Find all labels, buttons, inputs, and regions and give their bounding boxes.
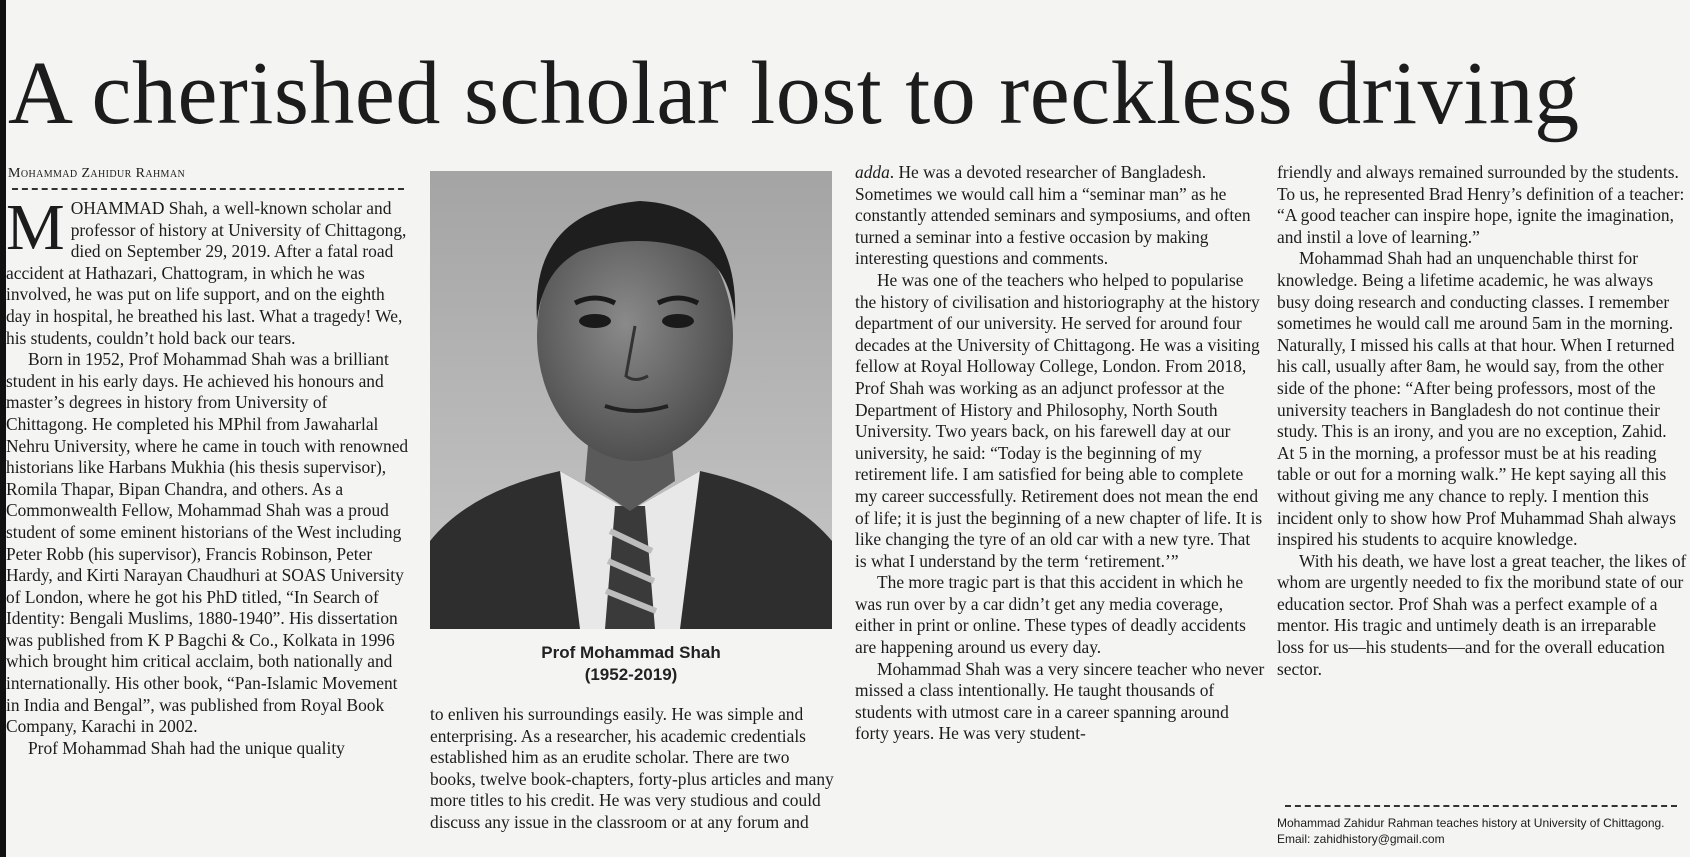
author-note: Mohammad Zahidur Rahman teaches history at University of Chittagong. Email: zahidhistory@gmail.com [1277, 816, 1665, 846]
column-4 [1277, 162, 1687, 794]
column-2 [430, 704, 836, 854]
paragraph-3: Prof Mohammad Shah had the unique quality [28, 737, 345, 758]
paragraph-10: Mohammad Shah had an unquenchable thirst for knowledge. Being a lifetime academic, he was always busy doing research and conducting classes. I remember sometimes he would call me around 5am in the morning. Naturally, I missed his calls at that hour. When I returned his call, usually after 8am, he would say, from the other side of the phone: “After being professors, most of the university teachers in Bangladesh do not continue their study. This is an irony, and you are no exception, Zahid. At 5 in the morning, a professor must be at his reading table or out for a morning walk.” He kept saying all this without giving me any chance to reply. I mention this incident only to show how Prof Muhammad Shah always inspired his students to acquire knowledge. [1277, 248, 1676, 550]
paragraph-2: Born in 1952, Prof Mohammad Shah was a brilliant student in his early days. He achieved his honours and master’s degrees in history from University of Chittagong. He completed his MPhil from Jawaharlal Nehru University, where he came in touch with renowned historians like Harbans Mukhia (his thesis supervisor), Romila Thapar, Bipan Chandra, and others. As a Commonwealth Fellow, Mohammad Shah was a proud student of some eminent historians of the West including Peter Robb (his supervisor), Francis Robinson, Peter Hardy, and Kirti Narayan Chaudhuri at SOAS University of London, where he got his PhD titled, “In Search of Identity: Bengali Muslims, 1880-1940”. His dissertation was published from K P Bagchi & Co., Kolkata in 1996 which brought him critical acclaim, both nationally and internationally. His other book, “Pan-Islamic Movement in India and Bengal”, was published from Royal Book Company, Karachi in 2002. [6, 349, 409, 737]
byline-divider [12, 188, 404, 190]
paragraph-8: Mohammad Shah was a very sincere teacher who never missed a class intentionally. He taught thousands of students with utmost care in a career spanning around forty years. He was very student- [855, 658, 1265, 744]
paragraph-9: friendly and always remained surrounded by the students. To us, he represented Brad Henry’s definition of a teacher: “A good teacher can inspire hope, ignite the imagination, and instil a love of learning.” [1277, 162, 1685, 247]
paragraph-7: The more tragic part is that this accident in which he was run over by a car didn’t get any media coverage, either in print or online. These types of deadly accidents are happening around us every day. [855, 572, 1246, 658]
photo-caption [430, 642, 832, 686]
portrait-photo [430, 171, 832, 629]
byline: Mohammad Zahidur Rahman [8, 166, 186, 181]
author-divider [1285, 805, 1677, 807]
caption-years: (1952-2019) [584, 665, 678, 684]
paragraph-11: With his death, we have lost a great teacher, the likes of whom are urgently needed to fix the moribund state of our education sector. Prof Shah was a perfect example of a mentor. His tragic and untimely death is an irreparable loss for us—his students—and for the overall education sector. [1277, 550, 1687, 679]
caption-name: Prof Mohammad Shah [541, 643, 721, 662]
paragraph-1: MOHAMMAD Shah, a well-known scholar and professor of history at University of Chittagong, died on September 29, 2019. After a fatal road accident at Hathazari, Chattogram, in which he was involved, he was put on life support, and on the eighth day in hospital, he breathed his last. What a tragedy! We, his students, couldn’t hold back our tears. [6, 198, 407, 348]
headline: A cherished scholar lost to reckless driving [8, 44, 1580, 143]
paragraph-4: to enliven his surroundings easily. He was simple and enterprising. As a researcher, his academic credentials established him as an erudite scholar. There are two books, twelve book-chapters, forty-plus articles and many more titles to his credit. He was very studious and could discuss any issue in the classroom or at any forum and [430, 704, 834, 832]
portrait-illustration [430, 171, 832, 629]
paragraph-6: He was one of the teachers who helped to popularise the history of civilisation and historiography at the history department of our university. He served for around four decades at the University of Chittagong. He was a visiting fellow at Royal Holloway College, London. From 2018, Prof Shah was working as an adjunct professor at the Department of History and Philosophy, North South University. Two years back, on his farewell day at our university, he said: “Today is the beginning of my retirement life. I am satisfied for being able to complete my career successfully. Retirement does not mean the end of life; it is just the beginning of a new chapter of life. It is like changing the tyre of an old car with a new tyre. That is what I understand by the term ‘retirement.’” [855, 269, 1263, 571]
column-1 [6, 198, 410, 853]
paragraph-5: adda. He was a devoted researcher of Bangladesh. Sometimes we would call him a “seminar man” as he constantly attended seminars and symposiums, and often turned a seminar into a festive occasion by making interesting questions and comments. [855, 162, 1251, 269]
column-3 [855, 162, 1265, 854]
drop-cap: M [6, 198, 65, 264]
